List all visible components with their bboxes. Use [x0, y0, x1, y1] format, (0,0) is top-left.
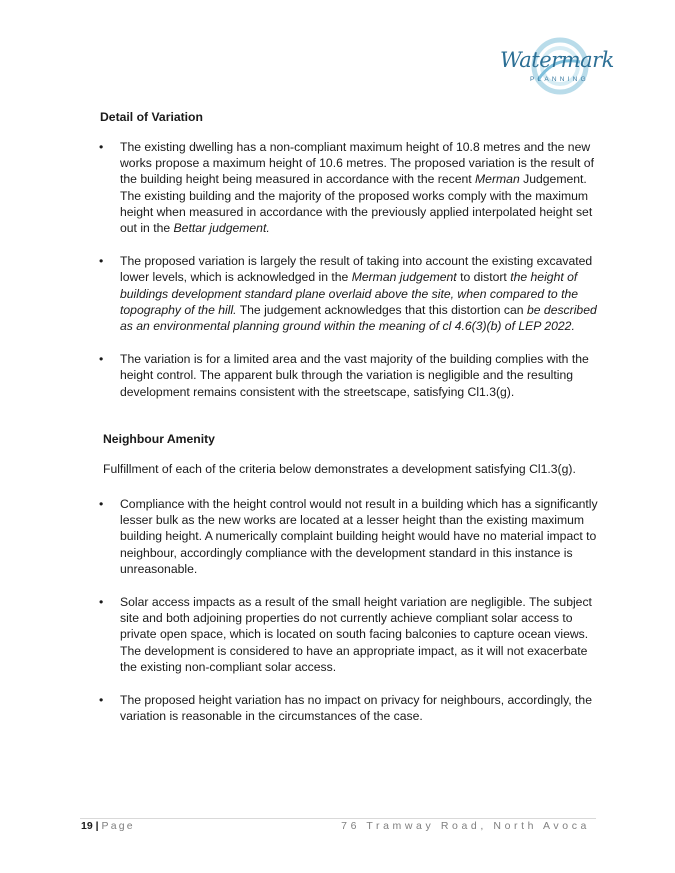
bullet-dot: • — [99, 497, 104, 511]
bullet-text: Solar access impacts as a result of the small height variation are negligible. The subject site and both adjoining properties do not currently achieve compliant solar access to private open space, which is located on south facing balconies to capture ocean views. The development is considered to have an appropriate impact, as it will not exacerbate the existing non-compliant solar access. — [120, 595, 592, 674]
bullet-text: The existing dwelling has a non-compliant maximum height of 10.8 metres and the new works propose a maximum height of 10.6 metres. The proposed variation is the result of the building height being measured in accordance with the recent — [120, 140, 594, 187]
page-separator: | — [95, 820, 99, 832]
footer-address: 76 Tramway Road, North Avoca — [341, 820, 590, 832]
bullet-item — [100, 139, 600, 236]
bullet-text: Bettar judgement. — [173, 221, 270, 236]
section-heading-amenity: Neighbour Amenity — [103, 432, 215, 446]
bullet-text: The judgement acknowledges that this distortion can — [236, 302, 527, 317]
bullet-item — [100, 253, 600, 334]
bullet-dot: • — [99, 352, 104, 367]
bullet-dot: • — [99, 693, 104, 708]
watermark-logo — [494, 36, 614, 98]
bullet-dot: • — [99, 254, 104, 269]
amenity-bullet-list — [100, 496, 600, 724]
bullet-text: Merman — [475, 172, 520, 187]
bullet-item — [100, 692, 600, 724]
amenity-intro: Fulfillment of each of the criteria below demonstrates a development satisfying Cl1.3(g). — [103, 462, 576, 476]
bullet-item — [100, 594, 600, 675]
bullet-text: the height of buildings development standard plane overlaid above the site, when compared to the topography of the hill. — [120, 270, 579, 317]
footer-page-indicator — [81, 820, 135, 832]
bullet-text: The variation is for a limited area and the vast majority of the building complies with the height control. The apparent bulk through the variation is negligible and the resulting development remains consistent with the streetscape, satisfying Cl1.3(g). — [120, 352, 589, 399]
variation-bullet-list — [100, 139, 600, 400]
bullet-text: be described as an environmental planning ground within the meaning of cl 4.6(3)(b) of LEP 2022. — [120, 302, 597, 334]
bullet-item — [100, 351, 600, 400]
bullet-item — [100, 496, 600, 577]
page-label: Page — [101, 820, 135, 832]
bullet-text: to distort — [456, 270, 511, 285]
bullet-dot: • — [99, 140, 104, 154]
bullet-text: The proposed variation is largely the result of taking into account the existing excavated lower levels, which is acknowledged in the — [120, 254, 593, 285]
bullet-dot: • — [99, 595, 104, 610]
page-number: 19 — [81, 820, 93, 832]
section-heading-detail: Detail of Variation — [100, 110, 203, 124]
footer-divider — [80, 818, 596, 819]
bullet-text: Compliance with the height control would not result in a building which has a significantly lesser bulk as the new works are located at a lesser height than the existing maximum building height. A numerically complaint building height would have no material impact to neighbour, accordingly compliance with the development standard in this instance is unreasonable. — [120, 497, 598, 576]
bullet-text: The proposed height variation has no impact on privacy for neighbours, accordingly, the variation is reasonable in the circumstances of the case. — [120, 693, 592, 724]
bullet-text: Merman judgement — [351, 270, 457, 285]
bullet-text: Judgement. The existing building and the majority of the proposed works comply with the maximum height when measured in accordance with the previously applied interpolated height set out in the — [120, 172, 593, 236]
logo-subtitle: PLANNING — [530, 76, 589, 83]
logo-wordmark: Watermark — [500, 48, 614, 72]
